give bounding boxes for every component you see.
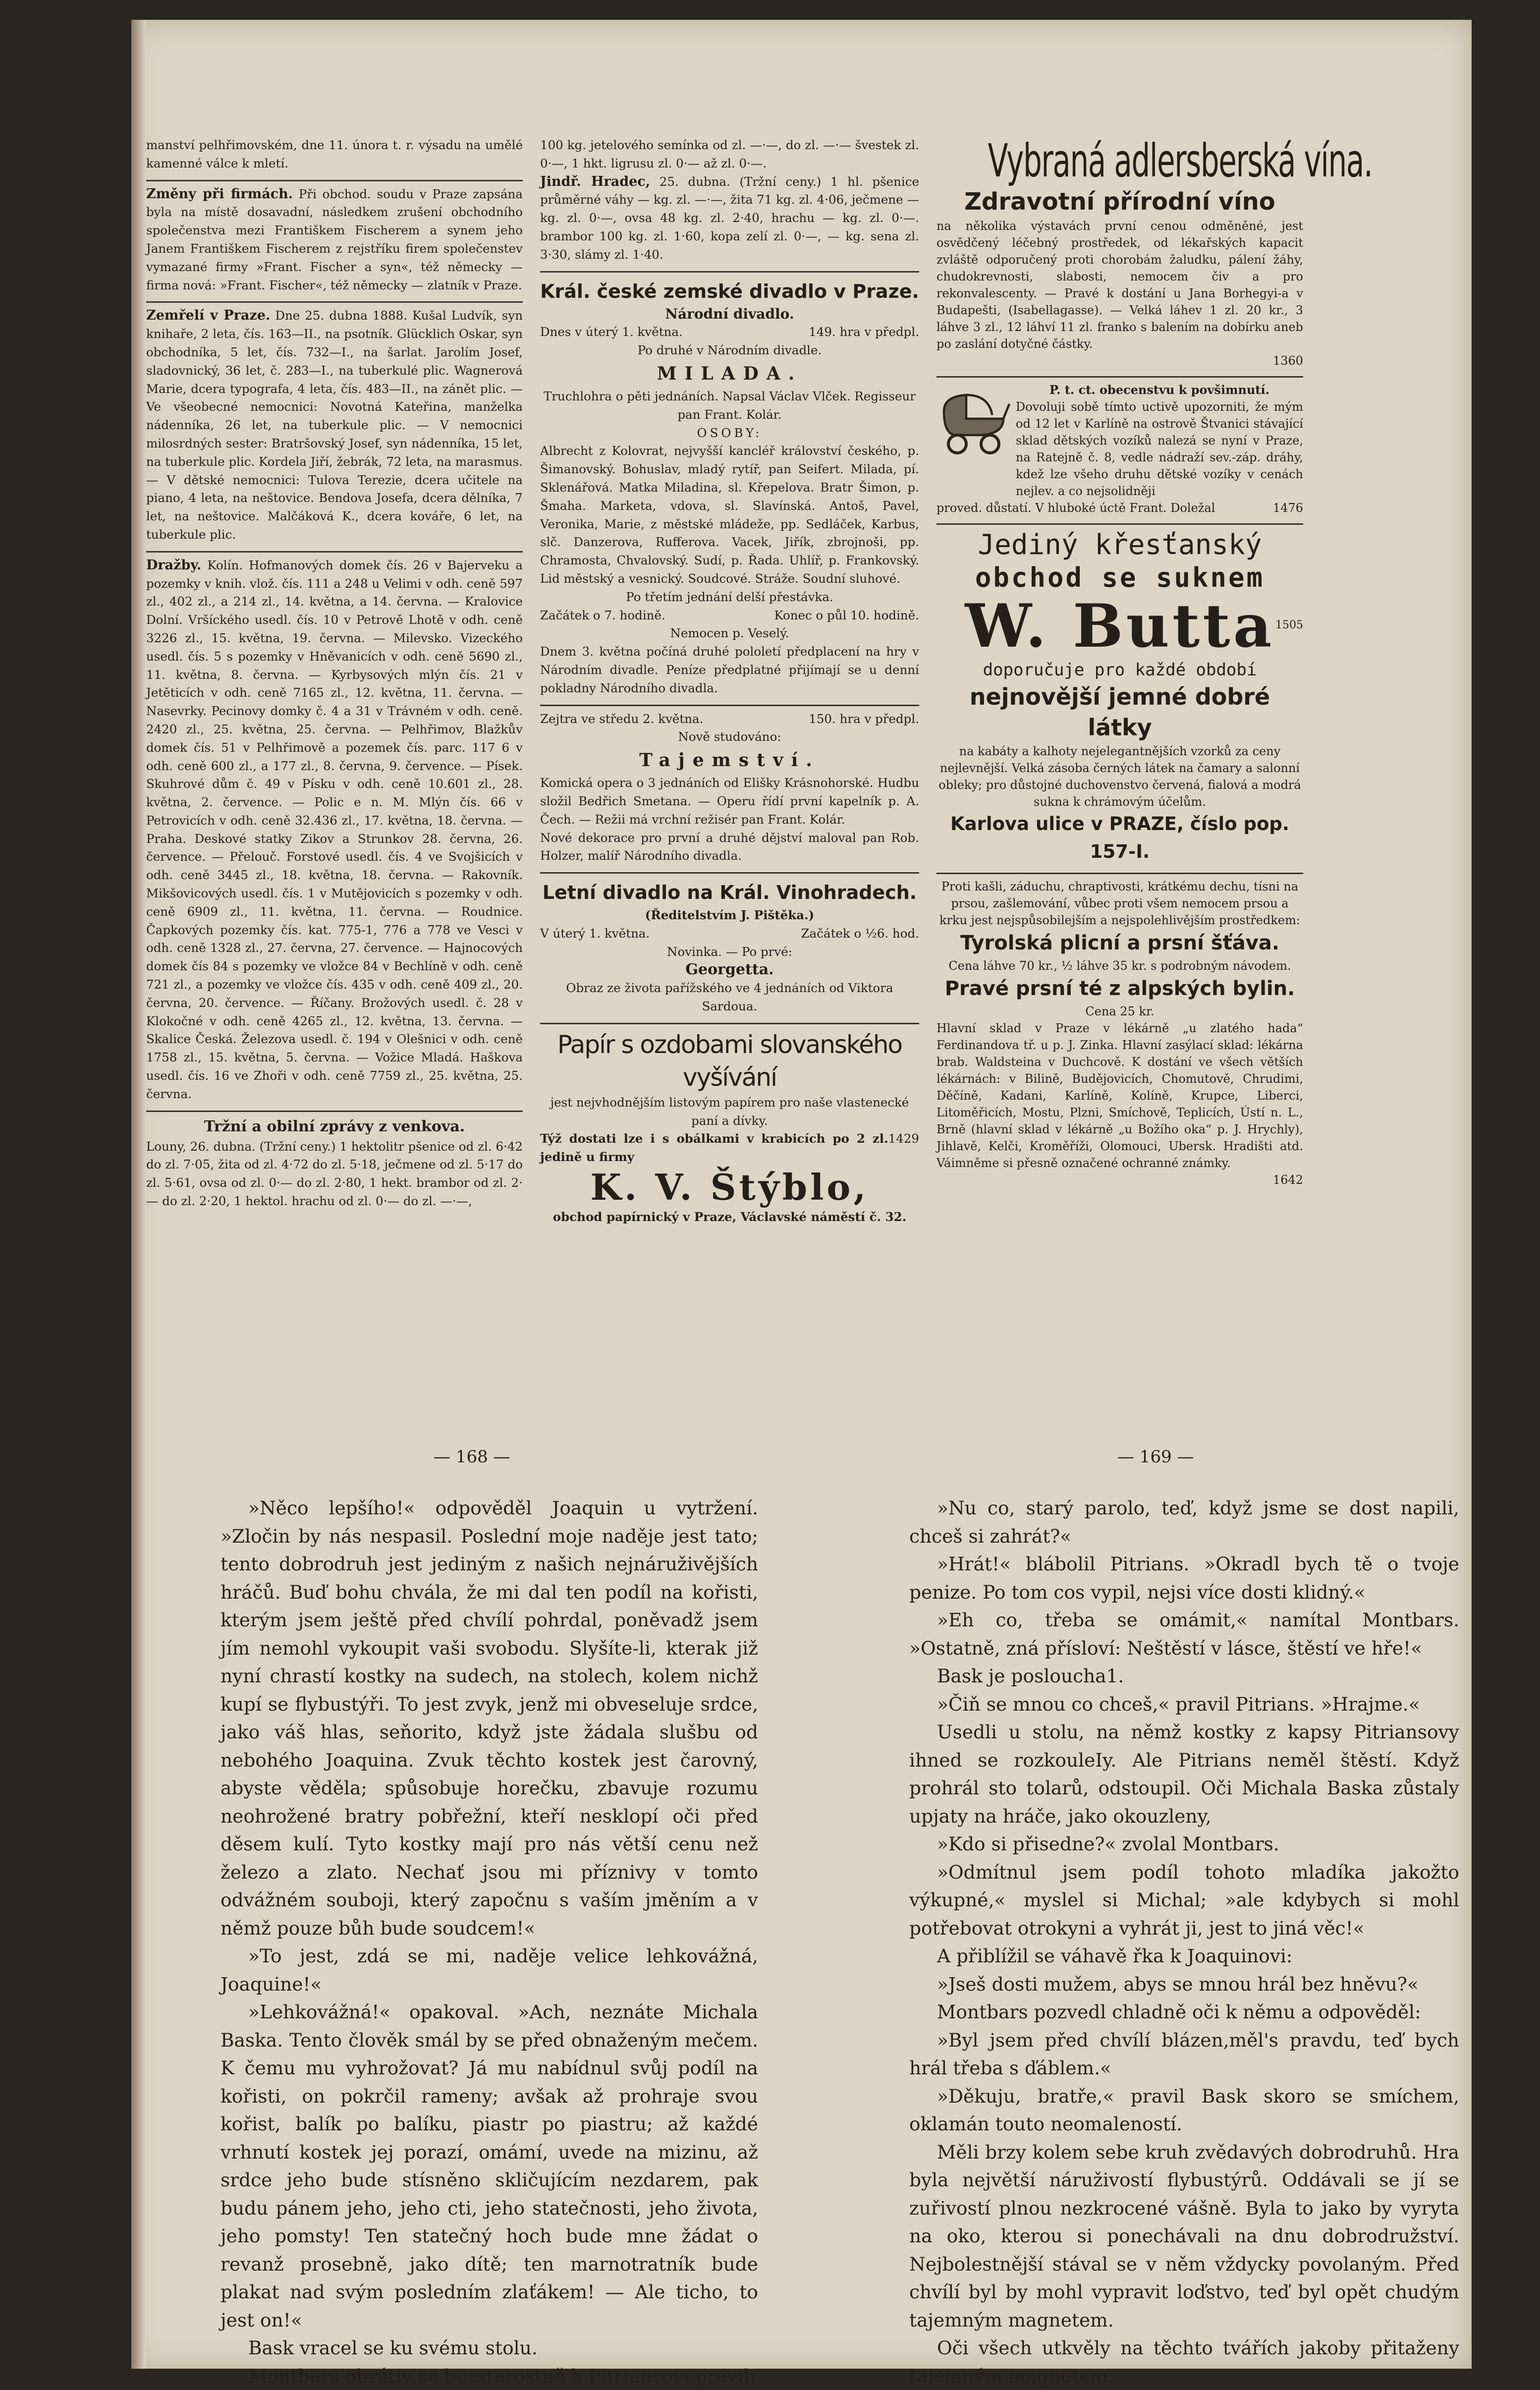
story-paragraph: »Jseš dosti mužem, abys se mnou hrál bez hněvu?« xyxy=(909,1970,1459,1999)
trzni-text: Louny, 26. dubna. (Tržní ceny.) 1 hektolitr pšenice od zl. 6·42 do zl. 7·05, žita od zl. 4·72 do zl. 5·18, ječmene od zl. 5·17 do zl. 5·61, ovsa od zl. 0·— do zl. 2·80, 1 hekt. brambor od zl. 2·— do zl. 2·20, 1 hektol. hrachu od zl. 0·— do zl. —·—, xyxy=(146,1138,523,1211)
jindr-section xyxy=(540,173,919,264)
intro-paragraph: manství pelhřimovském, dne 11. února t. r. výsadu na umělé kamenné válce k mletí. xyxy=(146,136,523,173)
syrup-ad-price: Cena láhve 70 kr., ½ láhve 35 kr. s podrobným návodem. xyxy=(936,957,1303,974)
cloth-ad-text: na kabáty a kalhoty nejelegantnějších vzorků za ceny nejlevnější. Velká zásoba černých látek na čamary a salonní obleky; pro důstojné duchovenstvo červená, fialová a modrá sukna k chrámovým účelům. xyxy=(936,743,1303,810)
theatre2-title: Letní divadlo na Král. Vinohradech. xyxy=(540,881,919,904)
story-paragraph: »Čiň se mnou co chceš,« pravil Pitrians. »Hrajme.« xyxy=(909,1690,1459,1719)
wine-ad-text: na několika výstavách první cenou odměněné, jest osvědčený léčebný prostředek, od lékařských kapacit zvláště odporučený proti chorobám žaludku, pálení žáhy, chudokrevnosti, slabosti, nemocem čiv a pro rekonvalescenty. — Pravé k dostání u Jana Borhegyi-a v Budapešti, (Isabellagasse). — Velká láhev 1 zl. 20 kr., 3 láhve 3 zl., 12 láhví 11 zl. franko s balením na dobírku aneb po zaslání dotyčné částky. xyxy=(936,218,1303,352)
syrup-ad-title: Tyrolská plicní a prsní šťáva. xyxy=(936,929,1303,957)
story-paragraph: Bask je posloucha1. xyxy=(909,1662,1459,1690)
story-paragraph: »Lehkovážná!« opakoval. »Ach, neznáte Michala Baska. Tento člověk smál by se před obnaženým mečem. K čemu mu vyhrožovat? Já mu nabídnul svůj podíl na kořisti, on pokrčil rameny; avšak až prohraje svou kořist, balík po balíku, piastr po piastru; až každé vrhnutí kostek jej porazí, omámí, uvede na mizinu, až srdce jeho bude stísněno skličujícím nezdarem, pak budu pánem jeho, jeho cti, jeho statečnosti, jeho života, jeho pomsty! Ten statečný hoch bude mne žádat o revanž prosebně, jako dítě; ten marnotratník bude plakat nad svým posledním zlaťákem! — Ale ticho, to jest on!« xyxy=(220,1998,758,2334)
play-title-3: Georgetta. xyxy=(540,961,919,979)
story-left-column xyxy=(220,1494,758,2332)
play-description-3: Obraz ze života pařížského ve 4 jednáních od Viktora Sardoua. xyxy=(540,979,919,1016)
cloth-ad-name-row xyxy=(936,594,1303,659)
cloth-ad-line1: Jediný křesťanský xyxy=(936,529,1303,561)
paper-ad-number: 1429 xyxy=(888,1130,919,1167)
story-paragraph: »To jest, zdá se mi, naděje velice lehkovážná, Joaquine!« xyxy=(220,1942,758,1998)
divider xyxy=(540,1023,919,1024)
paper-ad-title: Papír s ozdobami slovanského vyšívání xyxy=(540,1028,919,1094)
jindr-text: 25. dubna. (Tržní ceny.) 1 hl. pšenice průměrné váhy — kg. zl. —·—, žita 71 kg. zl. 4·06, ječmene — kg. zl. 0·—, ovsa 48 kg. zl. 2·40, hrachu — kg. zl. 0·—. brambor 100 kg. zl. 1·60, kopa zelí zl. 0·—, — kg. sena zl. 3·30, slámy zl. 1·40. xyxy=(540,174,919,262)
divider xyxy=(146,301,523,303)
divider xyxy=(540,705,919,706)
performance-note: Po druhé v Národním divadle. xyxy=(540,341,919,360)
divider xyxy=(146,1111,523,1112)
performance-date-3: V úterý 1. května. xyxy=(540,925,650,943)
cloth-ad-number: 1505 xyxy=(1275,619,1303,631)
wine-ad-number: 1360 xyxy=(936,352,1303,369)
paper-ad-text-2: Týž dostati lze i s obálkami v krabicích po 2 zl. jedině u firmy xyxy=(540,1130,888,1167)
paper-ad-firm: K. V. Štýblo, xyxy=(540,1167,919,1208)
story-paragraph: »Děkuju, bratře,« pravil Bask skoro se smíchem, oklamán touto neomaleností. xyxy=(909,2082,1459,2138)
cast-heading: OSOBY: xyxy=(540,424,919,443)
theatre-subtitle: Národní divadlo. xyxy=(540,305,919,324)
times-row xyxy=(540,607,919,625)
story-paragraph: »Odmítnul jsem podíl tohoto mladíka jakožto výkupné,« myslel si Michal; »ale kdybych si mohl potřebovat otrokyni a vyhrát ji, jest to jiná věc!« xyxy=(909,1858,1459,1943)
drazby-heading: Dražby. xyxy=(146,557,201,573)
column-theatre xyxy=(540,136,919,1316)
story-paragraph: »Kdo si přisedne?« zvolal Montbars. xyxy=(909,1830,1459,1858)
column-news xyxy=(146,136,523,1316)
prices-text: 100 kg. jetelového semínka od zl. —·—, do zl. —·— švestek zl. 0·—, 1 hkt. ligrusu zl. 0·— až zl. 0·—. xyxy=(540,136,919,173)
performance-number: 149. hra v předpl. xyxy=(809,323,919,341)
page-number-left: — 168 — xyxy=(434,1447,510,1467)
divider xyxy=(540,872,919,874)
start-time: Začátek o 7. hodině. xyxy=(540,607,665,625)
firmy-heading: Změny při firmách. xyxy=(146,186,293,202)
paper-ad-address: obchod papírnický v Praze, Václavské náměstí č. 32. xyxy=(540,1208,919,1226)
story-paragraph: »Byl jsem před chvílí blázen,měl's pravdu, teď bych hrál třeba s ďáblem.« xyxy=(909,2026,1459,2082)
play-title: MILADA. xyxy=(540,360,919,388)
divider xyxy=(936,873,1303,874)
performance-row-3 xyxy=(540,925,919,943)
tea-ad-text: Hlavní sklad v Praze v lékárně „u zlatého hada“ Ferdinandova tř. u p. J. Zinka. Hlavní zasýlací sklad: lékárna brab. Waldsteina v Duchcově. K dostání ve všech větších lékárnách: v Bilině, Budějovicích, Chomutově, Chrudimi, Děčíně, Kadani, Karlíně, Kolíně, Krupce, Liberci, Litoměřicích, Mostu, Plzni, Smíchově, Teplicích, Ústí n. L., Brně (hlavní sklad v lékárně „u Božího oka“ p. J. Hrychly), Jihlavě, Kelči, Kroměříži, Olomouci, Ubersk. Hradišti atd. Váimněme si přesně označené ochranné známky. xyxy=(936,1020,1303,1171)
tea-ad-title: Pravé prsní té z alpských bylin. xyxy=(936,974,1303,1003)
play-description: Truchlohra o pěti jednáních. Napsal Václav Vlček. Regisseur pan Frant. Kolár. xyxy=(540,388,919,424)
stroller-ad xyxy=(936,382,1303,500)
story-paragraph: A přiblížil se váhavě řka k Joaquinovi: xyxy=(909,1942,1459,1970)
divider xyxy=(146,551,523,553)
column-ads xyxy=(936,136,1303,1316)
trzni-heading: Tržní a obilní zprávy z venkova. xyxy=(146,1116,523,1138)
cloth-ad-line2: obchod se suknem xyxy=(936,561,1303,594)
end-time: Konec o půl 10. hodině. xyxy=(774,607,919,625)
stroller-ad-sign: proved. důstatí. V hluboké úctě Frant. Doležal xyxy=(936,500,1215,516)
story-paragraph: Bask vracel se ku svému stolu. xyxy=(220,2334,758,2362)
stroller-ad-sign-row xyxy=(936,500,1303,516)
newspaper-page xyxy=(131,20,1472,2369)
decoration-note: Nové dekorace pro první a druhé dějství maloval pan Rob. Holzer, malíř Národního divadla. xyxy=(540,829,919,866)
story-paragraph: »Hrát!« blábolil Pitrians. »Okradl bych tě o tvoje penize. Po tom cos vypil, nejsi více dosti klidný.« xyxy=(909,1550,1459,1606)
cast-list: Albrecht z Kolovrat, nejvyšší kancléř království českého, p. Šimanovský. Bohuslav, mladý rytíř, pan Seifert. Milada, pí. Sklenářová. Matka Miladina, sl. Křepelova. Bratr Šimon, p. Šmaha. Marketa, vdova, sl. Slavínská. Antoš, Pavel, Veronika, Marie, z městské mládeže, pp. Sedláček, Karbus, slč. Danzerova, Rufferova. Vacek, Jiřík, zbrojnoši, pp. Chramosta, Chvalovský. Sudí, p. Řada. Uhlíř, p. Frankovský. Lid městský a vesnický. Soudcové. Stráže. Soudní sluhové. xyxy=(540,442,919,588)
cloth-ad-address: Karlova ulice v PRAZE, číslo pop. 157-I. xyxy=(936,810,1303,866)
drazby-text: Kolín. Hofmanových domek čís. 26 v Bajerveku a pozemky v knih. vlož. čís. 111 a 248 u Velimi v odh. ceně 597 zl., 402 zl., a 214 zl., 14. května, a 14. června. — Kralovice Dolní. Vršíckého usedl. čís. 10 v Petrově Lhotě v odh. ceně 3226 zl., 15. května, 19. června. — Milevsko. Vizeckého usedl. čís. 5 s pozemky v Hněvanicích v odh. ceně 5690 zl., 11. května, 8. června. — Kyrbysových mlýn čís. 21 v Jetěticích v odh. ceně 7165 zl., 12. května, 11. června. — Nasevrky. Pecinovy domky č. 4 a 31 v Trávném v odh. ceně. 2420 zl., 25. května, 25. června. — Pelhřimov, Blažkův domek čís. 51 v Pelhřimově a pozemek čís. parc. 117 6 v odh. ceně 600 zl., a 177 zl., 8. června, 9. července. — Písek. Skuhrové dům č. 49 v Písku v odh. ceně 10.601 zl., 28. května, 2. července. — Polic e n. M. Mlýn čís. 66 v Petrovicích v odh. ceně 32.436 zl., 17. května, 18. června. — Praha. Deskové statky Zikov a Strunkov 28. června, 26. července. — Přelouč. Forstové usedl. čís. 4 ve Svojšicích v odh. ceně 3445 zl., 18. května, 18. června. — Rakovník. Mikšovicových usedl. čís. 1 v Mutějovicích s pozemky v odh. ceně 6909 zl., 11. května, 11. června. — Roudnice. Čapkových pozemky čís. kat. 775-1, 776 a 778 ve Vesci v odh. ceně 1328 zl., 27. června, 27. července. — Hajnocových domek čís 84 s pozemky ve vložce 84 v Bechlíně v odh. ceně 721 zl., a pozemky ve vložce čís. 435 v odh. ceně 409 zl., 20. června, 20. července. — Říčany. Brožových usedl. č. 28 v Klokočné v odh. ceně 4265 zl., 12. května, 13. června. — Skalice Česká. Železova usedl. č. 194 v Olešnici v odh. ceně 1758 zl., 15. května, 5. června. — Vožice Mladá. Haškova usedl. čís. 16 ve Zhoři v odh. ceně 7759 zl., 25. května, 25. června. xyxy=(146,558,523,1101)
wine-ad-title: Vybraná adlersberská vína. xyxy=(988,136,1252,186)
divider xyxy=(146,180,523,181)
subscription-notice: Dnem 3. května počíná druhé pololetí předplacení na hry v Národním divadle. Peníze předplatné přijímají se u denní pokladny Národního divadla. xyxy=(540,643,919,697)
jindr-heading: Jindř. Hradec, xyxy=(540,174,650,189)
performance-date: Dnes v úterý 1. května. xyxy=(540,323,683,341)
performance-note-3: Novinka. — Po prvé: xyxy=(540,943,919,961)
zemreli-heading: Zemřelí v Praze. xyxy=(146,308,270,323)
divider xyxy=(540,271,919,273)
zemreli-section xyxy=(146,307,523,544)
divider xyxy=(936,523,1303,525)
story-right-column xyxy=(909,1494,1459,2332)
stroller-ad-heading: P. t. ct. obecenstvu k povšimnutí. xyxy=(1016,382,1303,398)
stroller-ad-number: 1476 xyxy=(1273,500,1303,516)
sick-note: Nemocen p. Veselý. xyxy=(540,624,919,643)
cloth-ad-line3: doporučuje pro každé období xyxy=(936,659,1303,681)
stroller-ad-text: Dovoluji sobě tímto uctivě upozorniti, že mým od 12 let v Karlíně na ostrově Štvanici stávající sklad dětských vozíků nalezá se nyní v Praze, na Ratejně č. 8, vedle nádraží sev.-záp. dráhy, kdež lze všeho druhu dětské vozíky v cenách nejlev. a co nejsolidněji xyxy=(1016,398,1303,500)
start-time-3: Začátek o ½6. hod. xyxy=(801,925,919,943)
firmy-text: Při obchod. soudu v Praze zapsána byla na místě dosavadní, následkem zrušení obchodního společenstva mezi Františkem Fischerem a synem jeho Janem Františkem Fischerem z rejstříku firem společenstev vymazané firmy »Frant. Fischer a syn«, též německy — firma nová: »Frant. Fischer«, též německy — zlatník v Praze. xyxy=(146,187,523,292)
cloth-ad-line4: nejnovější jemné dobré látky xyxy=(936,681,1303,743)
page-number-right: — 169 — xyxy=(1117,1447,1194,1467)
performance-row-2 xyxy=(540,710,919,728)
story-paragraph: Usedli u stolu, na němž kostky z kapsy Pitriansovy ihned se rozkouleIy. Ale Pitrians neměl štěstí. Když prohrál sto tolarů, odstoupil. Oči Michala Baska zůstaly upjaty na hráče, jako okouzleny, xyxy=(909,1718,1459,1830)
cloth-ad-name: W. Butta xyxy=(936,594,1303,659)
theatre-title: Král. české zemské divadlo v Praze. xyxy=(540,279,919,303)
stroller-icon xyxy=(936,382,1011,456)
play-description-2: Komická opera o 3 jednáních od Elišky Krásnohorské. Hudbu složil Bedřich Smetana. — Operu řídí první kapelník p. A. Čech. — Režii má vrchní režisér pan Frant. Kolár. xyxy=(540,774,919,829)
tea-ad-price: Cena 25 kr. xyxy=(936,1003,1303,1020)
tea-ad-number: 1642 xyxy=(936,1171,1303,1188)
syrup-ad-intro: Proti kašli, záduchu, chraptivosti, krátkému dechu, tísni na prsou, zašlemování, vůbec proti všem nemocem prsou a krku jest nejspůsobilejším a nejspolehlivějším prostředkem: xyxy=(936,878,1303,929)
story-paragraph: »Eh co, třeba se omámit,« namítal Montbars. »Ostatně, zná přísloví: Neštěstí v lásce, štěstí ve hře!« xyxy=(909,1606,1459,1662)
performance-date-2: Zejtra ve středu 2. května. xyxy=(540,710,703,728)
intermission-note: Po třetím jednání delší přestávka. xyxy=(540,588,919,607)
play-title-2: Tajemství. xyxy=(540,746,919,774)
performance-row xyxy=(540,323,919,341)
drazby-section xyxy=(146,556,523,1104)
performance-note-2: Nově studováno: xyxy=(540,728,919,746)
paper-ad-row xyxy=(540,1130,919,1167)
firmy-section xyxy=(146,185,523,295)
performance-number-2: 150. hra v předpl. xyxy=(809,710,919,728)
story-paragraph: Montbars obrátiv se bezstarostně k Pitriansovi pravil: xyxy=(220,2362,758,2390)
story-paragraph: Oči všech utkvěly na těchto tvářích jakoby přitaženy tajemným magnetem. xyxy=(909,2334,1459,2390)
story-paragraph: »Nu co, starý parolo, teď, když jsme se dost napili, chceš si zahrát?« xyxy=(909,1494,1459,1550)
zemreli-text: Dne 25. dubna 1888. Kušal Ludvík, syn knihaře, 2 leta, čís. 163—II., na psotník. Glücklich Oskar, syn obchodníka, 5 let, čís. 732—I., na šarlat. Jarolím Josef, sladovnický, 36 let, č. 283—I., na tuberkulé plic. Wagnerová Marie, dcera typografa, 4 leta, čís. 483—II., na zánět plic. — Ve všeobecné nemocnici: Novotná Kateřina, manželka nádenníka, 26 let, na tuberkule plic. — V nemocnici milosrdných sester: Bratršovský Josef, syn nádenníka, 15 let, na tuberkule plic. Kordela Jiří, žebrák, 72 leta, na marasmus. — V dětské nemocnici: Tulova Terezie, dcera učitele na piano, 4 leta, na neštovice. Bendova Josefa, dcera dělníka, 7 let, na neštovice. Malčáková K., dcera kováře, 6 let, na tuberkule plic. xyxy=(146,308,523,542)
divider xyxy=(936,376,1303,378)
paper-ad-text: jest nejvhodnějším listovým papírem pro naše vlastenecké paní a dívky. xyxy=(540,1094,919,1130)
story-paragraph: Měli brzy kolem sebe kruh zvědavých dobrodruhů. Hra byla největší náruživostí flybustýrů. Oddávali se jí se zuřivostí plnou nezkrocené vášně. Byla to jako by vyryta na oko, kterou si ponechávali na dnu dobrodružství. Nejbolestnější stával se v něm vždycky povolaným. Před chvílí byl by mohl vypravit loďstvo, teď byl opět chudým tajemným magnetem. xyxy=(909,2138,1459,2334)
story-paragraph: »Něco lepšího!« odpověděl Joaquin u vytržení. »Zločin by nás nespasil. Poslední moje naděje jest tato; tento dobrodruh jest jediným z našich nejnáruživějších hráčů. Buď bohu chvála, že mi dal ten podíl na kořisti, kterým jsem ještě před chvílí pohrdal, poněvadž jsem jím nemohl vykoupit vaši svobodu. Slyšíte-li, kterak již nyní chrastí kostky na sudech, na stolech, kolem nichž kupí se flybustýři. To jest zvyk, jenž mi obveseluje srdce, jako váš hlas, seňorito, když jste žádala slušbu od nebohého Joaquina. Zvuk těchto kostek jest čarovný, abyste věděla; spůsobuje horečku, zbavuje rozumu neohrožené bratry pobřežní, kteří nesklopí oči před děsem kulí. Tyto kostky mají pro nás větší cenu než železo a zlato. Nechať jsou mi příznivy v tomto odvážném souboji, který započnu s vaším jměním a v němž pouze bůh bude soudcem!« xyxy=(220,1494,758,1942)
story-paragraph: Montbars pozvedl chladně oči k němu a odpověděl: xyxy=(909,1998,1459,2026)
theatre2-subtitle: (Ředitelstvím J. Pištěka.) xyxy=(540,906,919,925)
wine-ad-subtitle: Zdravotní přírodní víno xyxy=(936,186,1303,218)
